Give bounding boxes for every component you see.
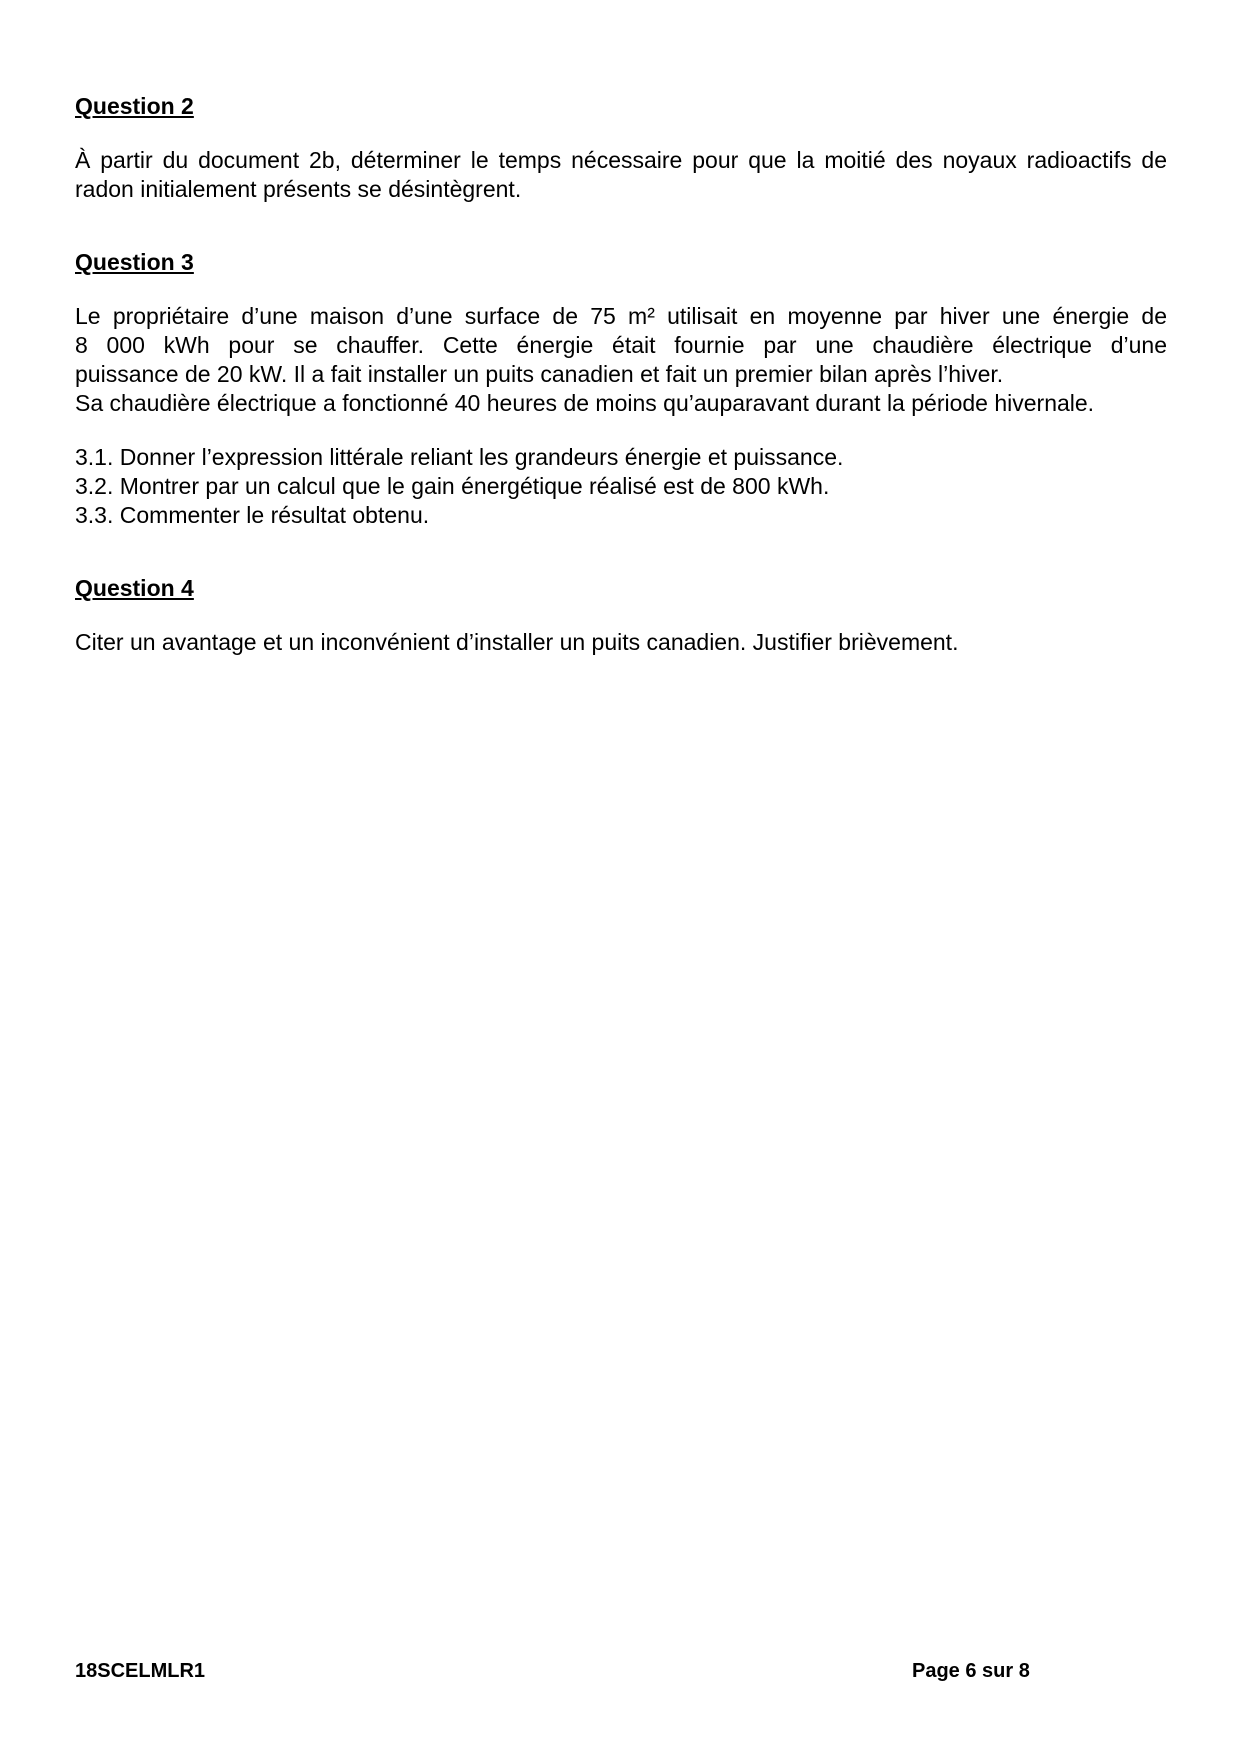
subquestion-3-3: 3.3. Commenter le résultat obtenu.: [75, 502, 430, 528]
question-2-title: Question 2: [75, 93, 194, 119]
question-3-line-3: puissance de 20 kW. Il a fait installer un puits canadien et fait un premier bilan après l’hiver.: [75, 361, 1004, 387]
question-2-text: À partir du document 2b, déterminer le temps nécessaire pour que la moitié des noyaux radioactifs de radon initialement présents se désintègrent.: [75, 147, 1167, 202]
footer-document-code: 18SCELMLR1: [75, 1660, 206, 1682]
question-4-title: Question 4: [75, 575, 194, 601]
question-4-section: [75, 574, 1167, 657]
question-3-line-2: 8 000 kWh pour se chauffer. Cette énergie était fournie par une chaudière électrique d’une: [75, 332, 1167, 358]
question-4-text: Citer un avantage et un inconvénient d’installer un puits canadien. Justifier brièvement.: [75, 629, 959, 655]
document-body: [75, 92, 1167, 657]
question-3-line-1: Le propriétaire d’une maison d’une surface de 75 m² utilisait en moyenne par hiver une énergie de: [75, 303, 1167, 329]
question-2-section: [75, 92, 1167, 204]
question-3-statement: [75, 302, 1167, 418]
question-3-section: [75, 248, 1167, 530]
question-3-title: Question 3: [75, 249, 194, 275]
question-3-subquestions: [75, 443, 1167, 530]
footer-page-number: Page 6 sur 8: [912, 1660, 1030, 1682]
subquestion-3-2: 3.2. Montrer par un calcul que le gain énergétique réalisé est de 800 kWh.: [75, 473, 830, 499]
subquestion-3-1: 3.1. Donner l’expression littérale reliant les grandeurs énergie et puissance.: [75, 444, 844, 470]
question-3-line-4: Sa chaudière électrique a fonctionné 40 heures de moins qu’auparavant durant la période hivernale.: [75, 390, 1095, 416]
